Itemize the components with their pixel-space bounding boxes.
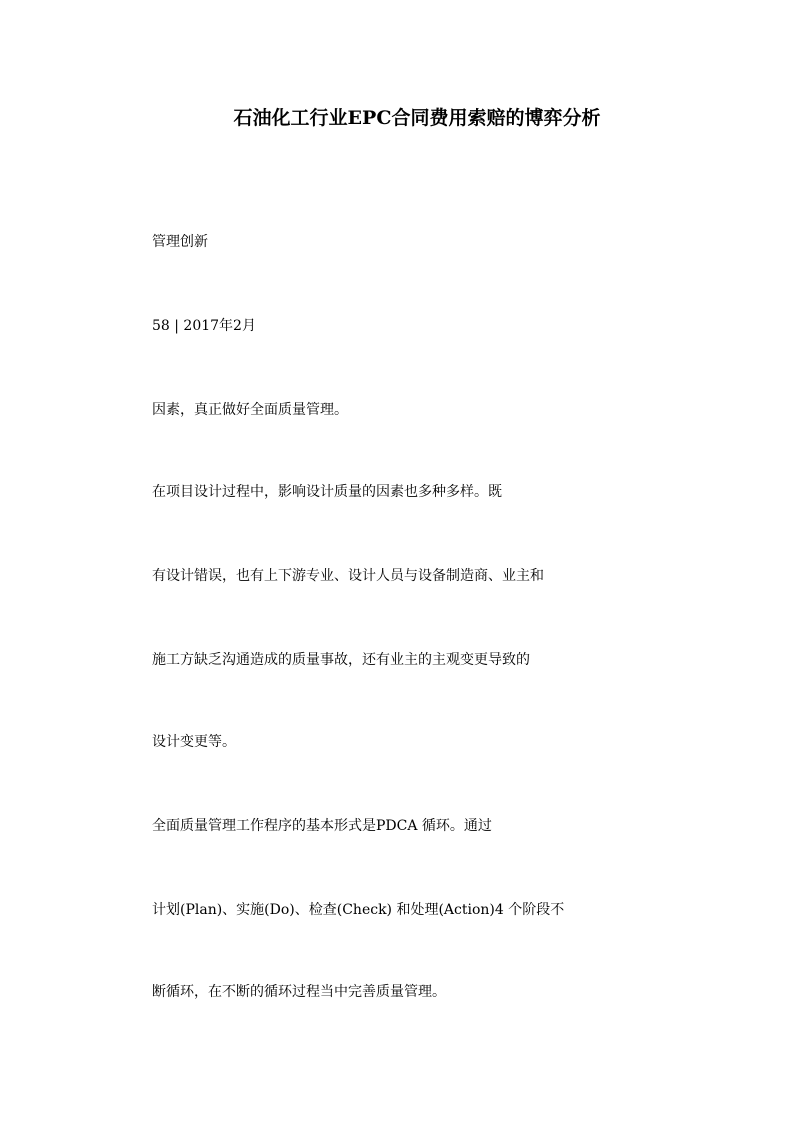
paragraph-line: 因素，真正做好全面质量管理。 [152, 402, 348, 418]
document-title: 石油化工行业EPC合同费用索赔的博弈分析 [233, 107, 601, 129]
page-number-date: 58 | 2017年2月 [152, 318, 256, 334]
paragraph-line: 计划(Plan)、实施(Do)、检查(Check) 和处理(Action)4 个阶段不 [152, 902, 565, 918]
paragraph-line: 施工方缺乏沟通造成的质量事故，还有业主的主观变更导致的 [152, 652, 530, 668]
paragraph-line: 全面质量管理工作程序的基本形式是PDCA 循环。通过 [152, 818, 492, 834]
paragraph-line: 在项目设计过程中，影响设计质量的因素也多种多样。既 [152, 484, 502, 500]
section-label: 管理创新 [152, 234, 208, 250]
paragraph-line: 设计变更等。 [152, 734, 236, 750]
paragraph-line: 有设计错误，也有上下游专业、设计人员与设备制造商、业主和 [152, 568, 544, 584]
paragraph-line: 断循环，在不断的循环过程当中完善质量管理。 [152, 984, 446, 1000]
